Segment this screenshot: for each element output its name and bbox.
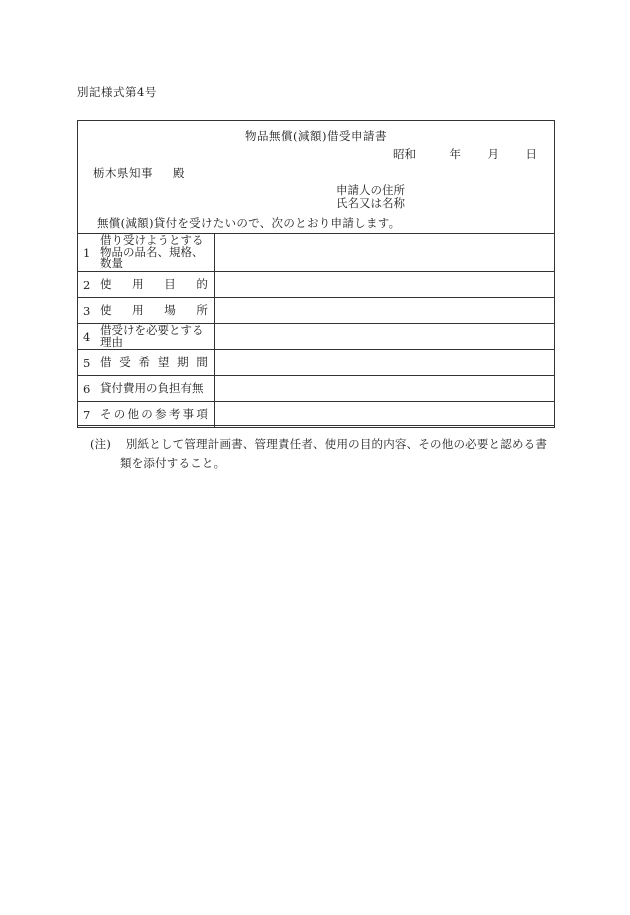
- table-row: [78, 298, 555, 324]
- item-label: [78, 382, 214, 396]
- item-number: 3: [83, 303, 91, 318]
- applicant-block: [336, 184, 405, 210]
- note-marker: (注): [90, 437, 112, 451]
- item-value-cell[interactable]: [214, 376, 554, 402]
- date-month: 月: [487, 147, 499, 161]
- applicant-address-label: 申請人の住所: [336, 183, 405, 197]
- item-label-cell: [78, 350, 215, 376]
- item-label-char: 他: [127, 406, 140, 421]
- item-label-char: 目: [164, 276, 176, 291]
- item-label-char: 用: [132, 302, 144, 317]
- note-line-2: 類を添付すること。: [120, 456, 226, 470]
- item-label-cell: [78, 234, 215, 272]
- item-label-text: [100, 235, 214, 270]
- form-number: 別記様式第4号: [77, 85, 157, 99]
- item-label-char: 間: [196, 354, 208, 369]
- item-label-char: 的: [196, 276, 208, 291]
- item-label-char: 考: [168, 406, 181, 421]
- addressee-name: 栃木県知事: [93, 166, 153, 180]
- item-label-char: 事: [182, 406, 195, 421]
- item-value-cell[interactable]: [214, 324, 554, 350]
- item-label: [78, 325, 214, 348]
- item-label-text: [100, 406, 214, 421]
- item-number: 1: [83, 245, 91, 260]
- item-label-char: の: [141, 406, 153, 421]
- date-era: 昭和: [393, 147, 416, 161]
- item-label: [78, 304, 214, 318]
- items-table: [77, 233, 555, 428]
- item-label-text: [100, 325, 214, 348]
- item-label-cell: [78, 272, 215, 298]
- item-label-text: [100, 302, 214, 317]
- item-label-char: 場: [164, 302, 176, 317]
- item-label-text: 貸付費用の負担有無: [100, 380, 204, 395]
- item-label-line: 数量: [100, 256, 123, 271]
- item-value-cell[interactable]: [214, 350, 554, 376]
- item-label-text: [100, 354, 214, 369]
- item-number: 5: [83, 355, 91, 370]
- item-number: 7: [83, 407, 91, 422]
- date-day: 日: [525, 147, 537, 161]
- addressee-honorific: 殿: [173, 166, 185, 180]
- item-label-char: 項: [196, 406, 208, 421]
- item-label-cell: [78, 376, 215, 402]
- item-label-char: 使: [100, 276, 112, 291]
- item-label: [78, 235, 214, 270]
- note-line-1: 別紙として管理計画書、管理責任者、使用の目的内容、その他の必要と認める書: [125, 437, 548, 451]
- item-label: [78, 408, 214, 422]
- item-label-cell: [78, 402, 215, 428]
- item-label-char: 希: [138, 354, 151, 369]
- item-number: 4: [83, 329, 91, 344]
- item-label-line: 理由: [100, 334, 123, 349]
- note: [90, 435, 560, 473]
- table-row: [78, 324, 555, 350]
- addressee: [93, 165, 185, 181]
- item-label-text: [100, 276, 214, 291]
- item-number: 6: [83, 381, 91, 396]
- table-row: [78, 350, 555, 376]
- form-title: 物品無償(減額)借受申請書: [245, 129, 387, 143]
- item-label-char: 参: [155, 406, 167, 421]
- table-row: [78, 376, 555, 402]
- date-year: 年: [449, 147, 461, 161]
- item-label-char: 所: [196, 302, 208, 317]
- item-label-char: 期: [177, 354, 189, 369]
- item-value-cell[interactable]: [214, 272, 554, 298]
- applicant-name-label: 氏名又は名称: [336, 196, 405, 210]
- table-row: [78, 272, 555, 298]
- application-form: [77, 120, 555, 426]
- item-label-line: 借り受けようとする: [100, 233, 204, 248]
- table-row: [78, 402, 555, 428]
- date-line: [393, 146, 537, 162]
- item-label-line: 借受けを必要とする: [100, 323, 204, 337]
- item-label-char: 借: [100, 354, 112, 369]
- item-label-char: の: [113, 406, 126, 421]
- item-value-cell[interactable]: [214, 298, 554, 324]
- item-label: [78, 356, 214, 370]
- item-number: 2: [83, 277, 91, 292]
- item-label: [78, 278, 214, 292]
- item-label-char: 望: [157, 354, 170, 369]
- item-label-char: 使: [100, 302, 112, 317]
- item-label-cell: [78, 324, 215, 350]
- lead-text: 無償(減額)貸付を受けたいので、次のとおり申請します。: [97, 216, 401, 230]
- item-label-char: 受: [119, 354, 131, 369]
- item-label-line: 物品の品名、規格、: [100, 244, 204, 259]
- item-value-cell[interactable]: [214, 234, 554, 272]
- table-row: [78, 234, 555, 272]
- item-label-char: そ: [100, 406, 112, 421]
- item-label-char: 用: [132, 276, 144, 291]
- item-label-cell: [78, 298, 215, 324]
- item-value-cell[interactable]: [214, 402, 554, 428]
